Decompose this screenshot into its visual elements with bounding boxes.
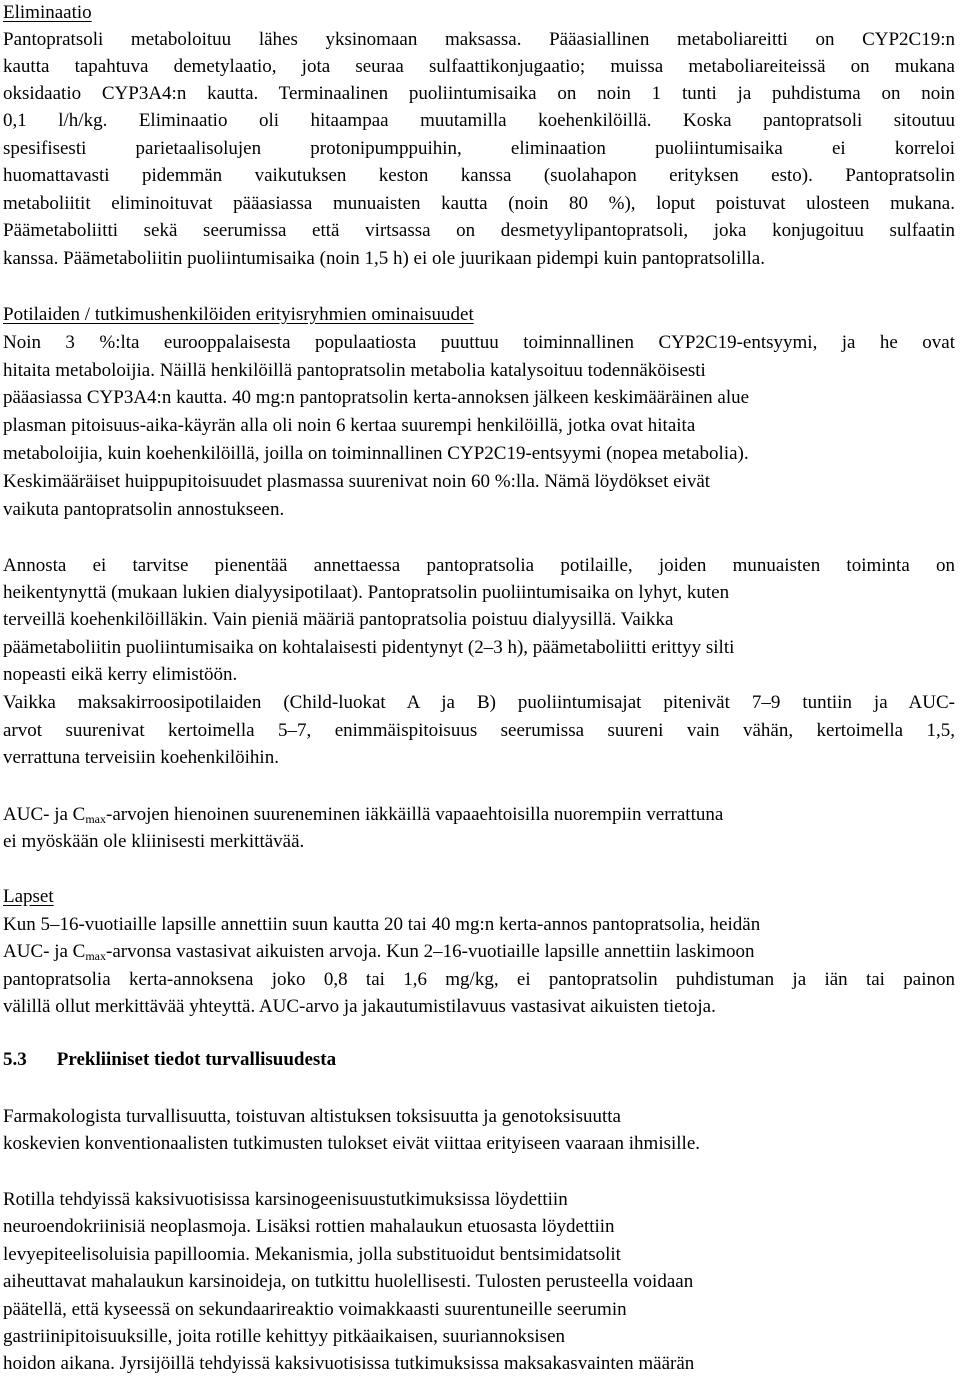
section-number: 5.3 [3, 1049, 27, 1070]
paragraph-line: vaikuta pantopratsolin annostukseen. [3, 499, 285, 520]
paragraph-line [3, 939, 755, 965]
paragraph-line: huomattavasti pidemmän vaikutuksen keston kanssa (suolahapon erityksen esto). Pantopratsolin [3, 165, 955, 186]
paragraph-line: arvot suurenivat kertoimella 5–7, enimmäispitoisuus seerumissa suureni vain vähän, kertoimella 1,5, [3, 720, 955, 741]
paragraph-line: Kun 5–16-vuotiaille lapsille annettiin suun kautta 20 tai 40 mg:n kerta-annos pantopratsolia, heidän [3, 914, 761, 935]
paragraph-line: spesifisesti parietaalisolujen protonipumppuihin, eliminaation puoliintumisaika ei korreloi [3, 138, 955, 159]
paragraph-line: verrattuna terveisiin koehenkilöihin. [3, 747, 279, 768]
paragraph-line: terveillä koehenkilöilläkin. Vain pieniä määriä pantopratsolia poistuu dialyysillä. Vaikka [3, 609, 674, 630]
paragraph-line: nopeasti eikä kerry elimistöön. [3, 664, 238, 685]
paragraph-line: Päämetaboliitti sekä seerumissa että virtsassa on desmetyylipantopratsoli, joka konjugoituu sulfaatin [3, 220, 955, 241]
paragraph-line: Keskimääräiset huippupitoisuudet plasmassa suurenivat noin 60 %:lla. Nämä löydökset eivät [3, 471, 711, 492]
paragraph-line: metaboliitit eliminoituvat pääasiassa munuaisten kautta (noin 80 %), loput poistuvat ulosteen mukana. [3, 193, 955, 214]
text-run: -arvojen hienoinen suureneminen iäkkäillä vapaaehtoisilla nuorempiin verrattuna [106, 804, 724, 825]
paragraph-line: päämetaboliitin puoliintumisaika on kohtalaisesti pidentynyt (2–3 h), päämetaboliitti erittyy silti [3, 637, 735, 658]
paragraph-line: Pantopratsoli metaboloituu lähes yksinomaan maksassa. Pääasiallinen metaboliareitti on CYP2C19:n [3, 29, 955, 50]
paragraph-line [3, 802, 723, 828]
heading-lapset: Lapset [3, 886, 54, 907]
heading-erityisryhmat: Potilaiden / tutkimushenkilöiden erityisryhmien ominaisuudet [3, 304, 474, 325]
paragraph-line: koskevien konventionaalisten tutkimusten tulokset eivät viittaa erityiseen vaaraan ihmisille. [3, 1133, 701, 1154]
paragraph-line: Farmakologista turvallisuutta, toistuvan altistuksen toksisuutta ja genotoksisuutta [3, 1106, 621, 1127]
paragraph-line: gastriinipitoisuuksille, joita rotille kehittyy pitkäaikaisen, suuriannoksisen [3, 1326, 566, 1347]
section-title: Prekliiniset tiedot turvallisuudesta [56, 1049, 337, 1070]
paragraph-line: aiheuttavat mahalaukun karsinoideja, on tutkittu huolellisesti. Tulosten perusteella voidaan [3, 1271, 694, 1292]
paragraph-line: kautta tapahtuva demetylaatio, jota seuraa sulfaattikonjugaatio; muissa metaboliareiteissä on mukana [3, 56, 955, 77]
subscript-max: max [85, 949, 106, 963]
heading-eliminaatio: Eliminaatio [3, 2, 92, 23]
text-run: AUC- ja C [3, 804, 86, 825]
paragraph-line: neuroendokriinisiä neoplasmoja. Lisäksi rottien mahalaukun etuosasta löydettiin [3, 1216, 615, 1237]
paragraph-line: ei myöskään ole kliinisesti merkittävää. [3, 831, 305, 852]
paragraph-line: Noin 3 %:lta eurooppalaisesta populaatiosta puuttuu toiminnallinen CYP2C19-entsyymi, ja he ovat [3, 332, 955, 353]
paragraph-line: Vaikka maksakirroosipotilaiden (Child-luokat A ja B) puoliintumisajat pitenivät 7–9 tuntiin ja AUC- [3, 692, 955, 713]
subscript-max: max [85, 812, 106, 826]
paragraph-line: pääasiassa CYP3A4:n kautta. 40 mg:n pantopratsolin kerta-annoksen jälkeen keskimääräinen alue [3, 387, 750, 408]
section-heading [3, 1047, 336, 1073]
paragraph-line: Annosta ei tarvitse pienentää annettaessa pantopratsolia potilaille, joiden munuaisten toiminta on [3, 555, 955, 576]
paragraph-line: metaboloijia, kuin koehenkilöillä, joilla on toiminnallinen CYP2C19-entsyymi (nopea metabolia). [3, 443, 749, 464]
paragraph-line: kanssa. Päämetaboliitin puoliintumisaika (noin 1,5 h) ei ole juurikaan pidempi kuin pantopratsolilla. [3, 248, 765, 269]
paragraph-line: hitaita metaboloijia. Näillä henkilöillä pantopratsolin metabolia katalysoituu todennäköisesti [3, 360, 706, 381]
text-run: AUC- ja C [3, 941, 86, 962]
paragraph-line: päätellä, että kyseessä on sekundaarireaktio voimakkaasti suurentuneille seerumin [3, 1299, 627, 1320]
paragraph-line: 0,1 l/h/kg. Eliminaatio oli hitaampaa muutamilla koehenkilöillä. Koska pantopratsoli sitoutuu [3, 110, 955, 131]
paragraph-line: Rotilla tehdyissä kaksivuotisissa karsinogeenisuustutkimuksissa löydettiin [3, 1189, 568, 1210]
paragraph-line: oksidaatio CYP3A4:n kautta. Terminaalinen puoliintumisaika on noin 1 tunti ja puhdistuma on noin [3, 83, 955, 104]
paragraph-line: pantopratsolia kerta-annoksena joko 0,8 tai 1,6 mg/kg, ei pantopratsolin puhdistuman ja iän tai painon [3, 969, 955, 990]
paragraph-line: välillä ollut merkittävää yhteyttä. AUC-arvo ja jakautumistilavuus vastasivat aikuisten tietoja. [3, 996, 716, 1017]
text-run: -arvonsa vastasivat aikuisten arvoja. Kun 2–16-vuotiaille lapsille annettiin laskimoon [106, 941, 755, 962]
paragraph-line: hoidon aikana. Jyrsijöillä tehdyissä kaksivuotisissa tutkimuksissa maksakasvainten määrän [3, 1353, 695, 1374]
paragraph-line: plasman pitoisuus-aika-käyrän alla oli noin 6 kertaa suurempi henkilöillä, jotka ovat hitaita [3, 415, 696, 436]
paragraph-line: heikentynyttä (mukaan lukien dialyysipotilaat). Pantopratsolin puoliintumisaika on lyhyt, kuten [3, 582, 730, 603]
paragraph-line: levyepiteelisoluisia papilloomia. Mekanismia, jolla substituoidut bentsimidatsolit [3, 1244, 621, 1265]
